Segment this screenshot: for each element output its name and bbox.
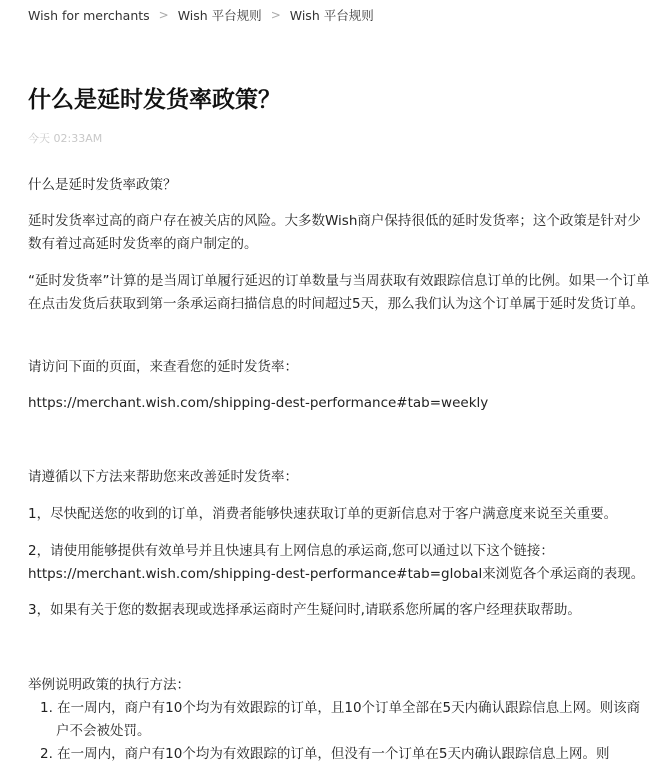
improve-heading: 请遵循以下方法来帮助您来改善延时发货率： bbox=[28, 469, 298, 485]
article-timestamp: 今天 02:33AM bbox=[28, 132, 103, 145]
visit-prompt: 请访问下面的页面，来查看您的延时发货率： bbox=[28, 359, 298, 375]
tip-2 bbox=[28, 540, 653, 586]
list-item: 2. 在一周内，商户有10个均为有效跟踪的订单，但没有一个订单在5天内确认跟踪信息上网。则 bbox=[40, 746, 610, 762]
tip-3: 3，如果有关于您的数据表现或选择承运商时产生疑问时,请联系您所属的客户经理获取帮助。 bbox=[28, 602, 581, 618]
example-heading: 举例说明政策的执行方法： bbox=[28, 677, 190, 693]
intro-paragraph: 延时发货率过高的商户存在被关店的风险。大多数Wish商户保持很低的延时发货率；这个政策是针对少数有着过高延时发货率的商户制定的。 bbox=[28, 213, 641, 252]
performance-link[interactable]: https://merchant.wish.com/shipping-dest-performance#tab=weekly bbox=[28, 395, 489, 411]
breadcrumb-separator-icon: > bbox=[158, 8, 169, 22]
definition-paragraph: “延时发货率”计算的是当周订单履行延迟的订单数量与当周获取有效跟踪信息订单的比例。如果一个订单在点击发货后获取到第一条承运商扫描信息的时间超过5天，那么我们认为这个订单属于延时发货订单。 bbox=[28, 273, 650, 312]
breadcrumb-link-category[interactable]: Wish 平台规则 bbox=[177, 8, 262, 23]
breadcrumb-separator-icon: > bbox=[270, 8, 281, 22]
carrier-performance-link[interactable]: https://merchant.wish.com/shipping-dest-performance#tab=global bbox=[28, 566, 483, 582]
example-list bbox=[40, 697, 645, 766]
section-heading: 什么是延时发货率政策？ bbox=[28, 177, 177, 193]
tip-1: 1，尽快配送您的收到的订单，消费者能够快速获取订单的更新信息对于客户满意度来说至关重要。 bbox=[28, 506, 618, 522]
performance-link-paragraph bbox=[28, 392, 653, 415]
breadcrumb bbox=[28, 6, 374, 24]
tip-2-text: 2，请使用能够提供有效单号并且快速具有上网信息的承运商,您可以通过以下这个链接： bbox=[28, 543, 554, 559]
tip-2-suffix: 来浏览各个承运商的表现。 bbox=[482, 566, 645, 582]
list-item: 1. 在一周内，商户有10个均为有效跟踪的订单，且10个订单全部在5天内确认跟踪信息上网。则该商户不会被处罚。 bbox=[40, 700, 641, 739]
breadcrumb-link-section[interactable]: Wish 平台规则 bbox=[289, 8, 374, 23]
page-title: 什么是延时发货率政策？ bbox=[28, 87, 281, 113]
breadcrumb-link-home[interactable]: Wish for merchants bbox=[28, 7, 150, 23]
